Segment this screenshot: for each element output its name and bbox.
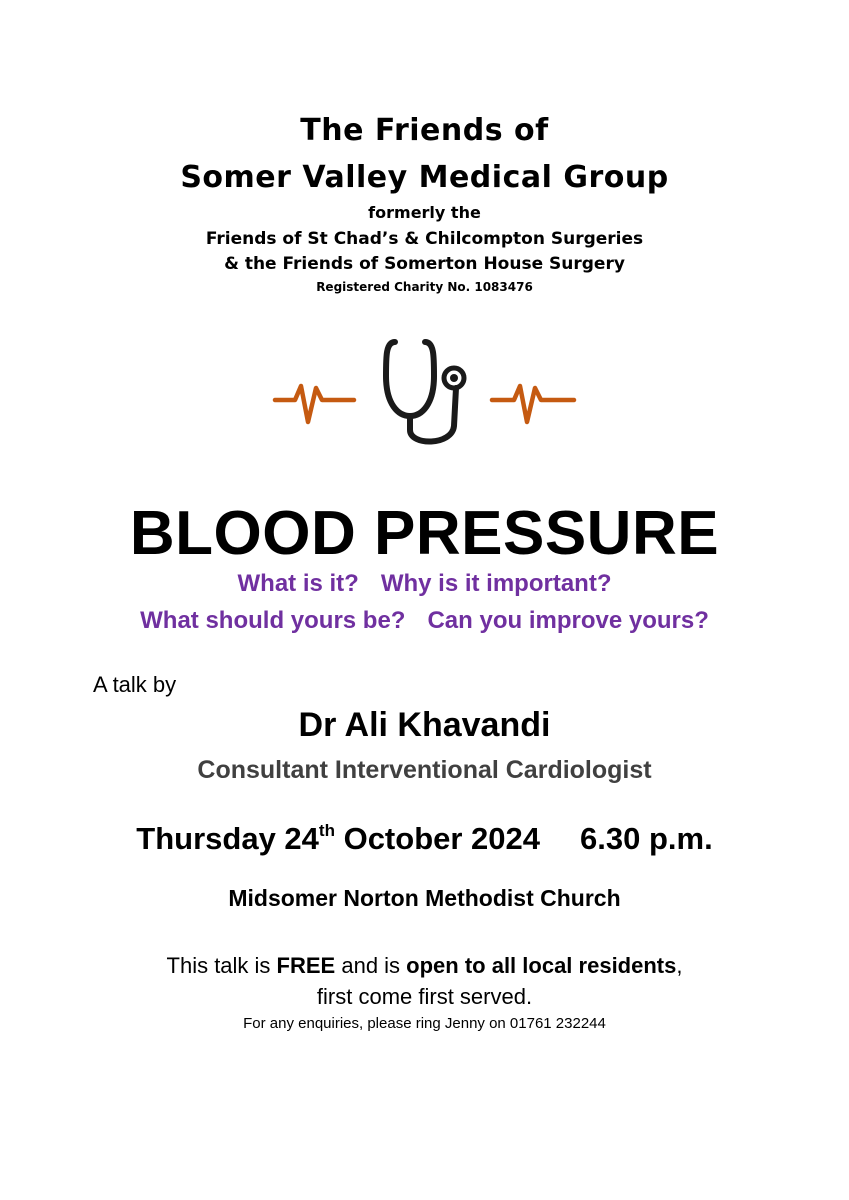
notice-text: This talk is	[166, 953, 277, 978]
org-name-line2: Somer Valley Medical Group	[180, 160, 669, 195]
former-names-line1: Friends of St Chad’s & Chilcompton Surgeries	[205, 229, 644, 249]
event-datetime	[0, 821, 849, 857]
event-date-rest: October 2024	[343, 821, 541, 856]
heartbeat-line-icon	[492, 386, 574, 422]
speaker-name: Dr Ali Khavandi	[298, 706, 551, 744]
speaker-role: Consultant Interventional Cardiologist	[197, 756, 652, 784]
event-date-day: Thursday 24	[136, 821, 319, 856]
charity-number: Registered Charity No. 1083476	[316, 280, 533, 294]
free-emphasis: FREE	[276, 953, 336, 978]
open-to-all-emphasis: open to all local residents	[406, 953, 677, 978]
event-venue: Midsomer Norton Methodist Church	[228, 885, 621, 911]
talk-intro: A talk by	[93, 672, 177, 697]
free-notice-line2: first come first served.	[316, 984, 533, 1009]
logo-graphic	[270, 336, 580, 448]
event-time: 6.30 p.m.	[580, 821, 713, 856]
question-improve: Can you improve yours?	[427, 607, 709, 634]
stethoscope-icon	[386, 342, 464, 442]
free-notice-line1	[0, 953, 849, 979]
enquiries-contact: For any enquiries, please ring Jenny on 01761 232244	[243, 1015, 606, 1032]
questions-line1	[0, 570, 849, 598]
org-name-line1: The Friends of	[300, 113, 549, 148]
talk-title: BLOOD PRESSURE	[129, 499, 720, 568]
question-should: What should yours be?	[140, 607, 406, 634]
question-why: Why is it important?	[380, 570, 612, 597]
former-names-line2: & the Friends of Somerton House Surgery	[224, 254, 625, 274]
event-date-suffix: th	[318, 821, 335, 840]
questions-line2	[0, 607, 849, 635]
notice-text: ,	[676, 953, 683, 978]
formerly-label: formerly the	[368, 203, 481, 222]
question-what: What is it?	[237, 570, 359, 597]
heartbeat-line-icon	[275, 386, 354, 422]
notice-text: and is	[335, 953, 407, 978]
